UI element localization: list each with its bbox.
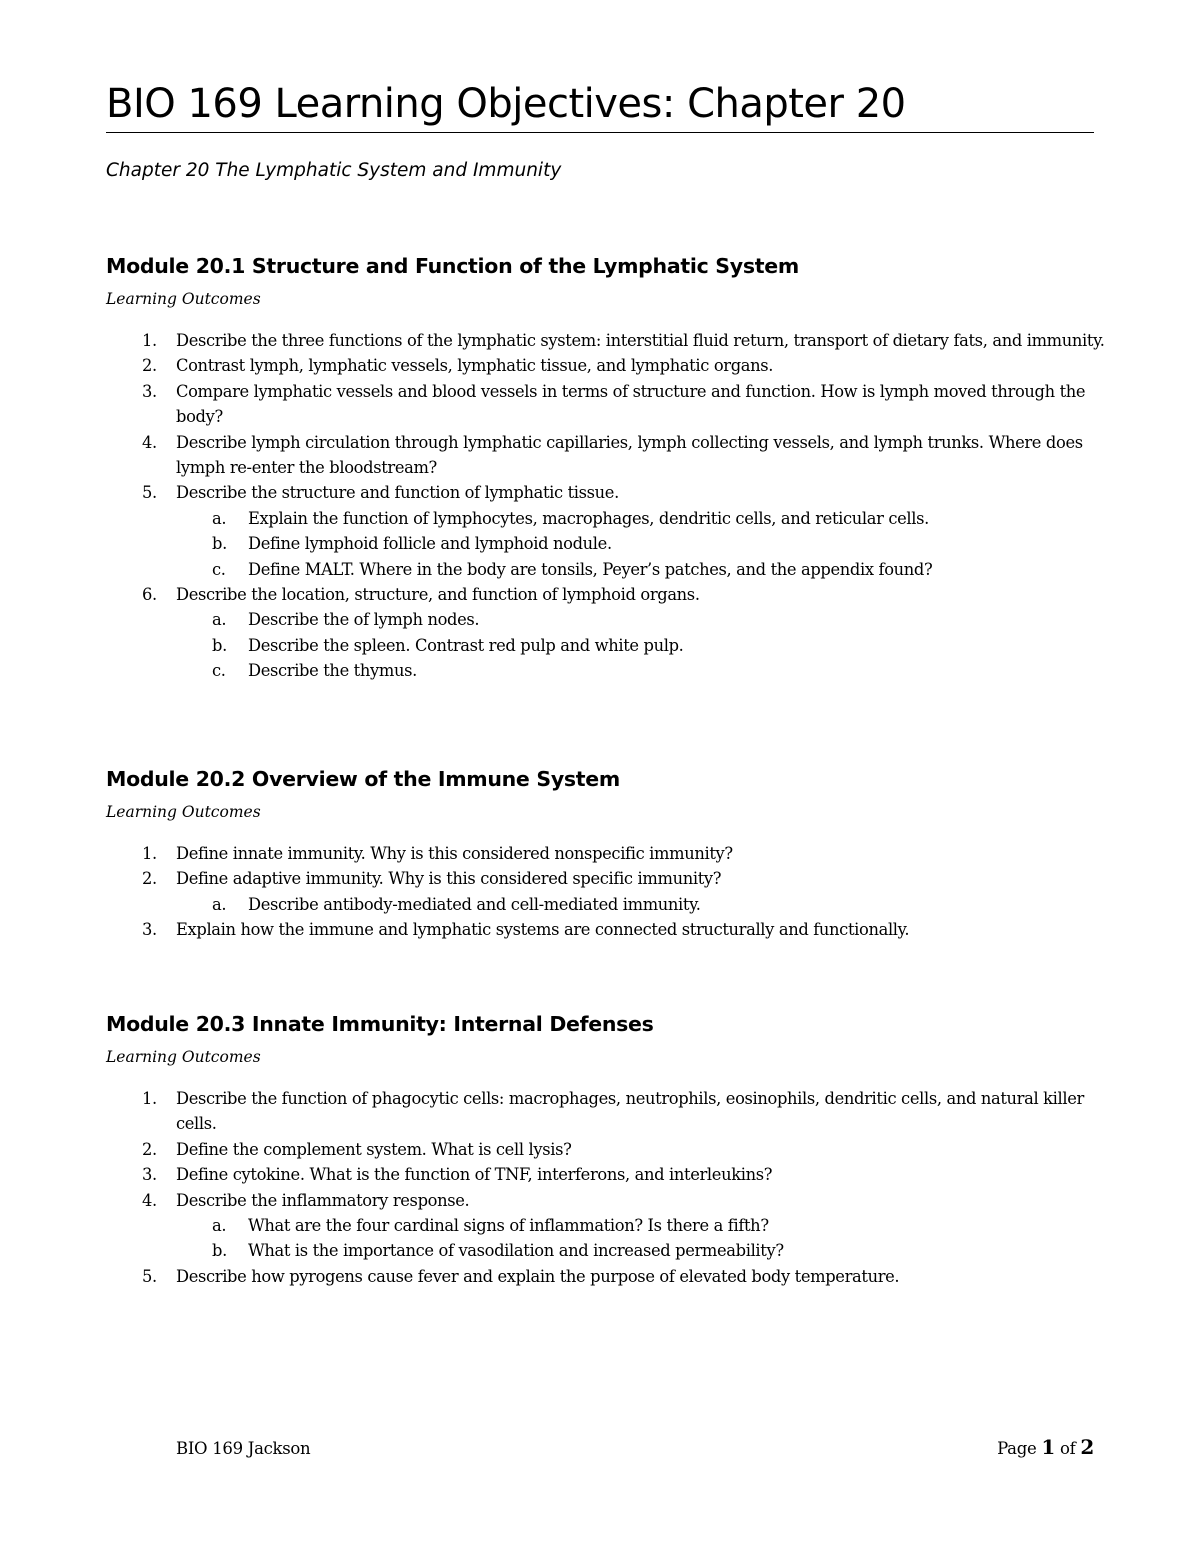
sub-list-item	[176, 1213, 1106, 1238]
item-number: 4.	[142, 1190, 157, 1210]
sub-item-text: Describe antibody-mediated and cell-mediated immunity.	[248, 894, 701, 914]
sub-item-text: What is the importance of vasodilation and increased permeability?	[248, 1241, 784, 1261]
list-item	[106, 1086, 1096, 1137]
item-number: 3.	[142, 381, 157, 401]
sub-item-text: Describe the thymus.	[248, 661, 417, 681]
item-text: Compare lymphatic vessels and blood vessels in terms of structure and function. How is lymph moved through the body?	[176, 381, 1086, 427]
title-underline	[106, 132, 1094, 133]
sub-item-letter: a.	[212, 894, 227, 914]
item-number: 2.	[142, 1139, 157, 1159]
sub-list	[176, 607, 1106, 683]
item-text: Explain how the immune and lymphatic systems are connected structurally and functionally.	[176, 920, 910, 940]
sub-list-item	[176, 892, 1106, 917]
sub-list	[176, 1213, 1106, 1264]
module-heading: Module 20.1 Structure and Function of the Lymphatic System	[106, 254, 799, 278]
item-number: 4.	[142, 432, 157, 452]
sub-list-item	[176, 1238, 1106, 1263]
page-number	[997, 1434, 1094, 1462]
module-heading: Module 20.3 Innate Immunity: Internal Defenses	[106, 1012, 654, 1036]
sub-list-item	[176, 506, 1106, 531]
sub-item-letter: b.	[212, 635, 227, 655]
item-number: 1.	[142, 331, 157, 350]
item-number: 1.	[142, 1089, 157, 1108]
sub-item-letter: b.	[212, 534, 227, 554]
item-text: Describe the structure and function of lymphatic tissue.	[176, 483, 619, 503]
item-number: 2.	[142, 869, 157, 889]
list-item	[106, 379, 1106, 430]
item-number: 1.	[142, 844, 157, 863]
learning-outcomes-label: Learning Outcomes	[106, 1048, 261, 1066]
item-number: 3.	[142, 920, 157, 940]
list-item	[106, 1264, 1106, 1289]
chapter-subtitle: Chapter 20 The Lymphatic System and Immunity	[106, 160, 562, 181]
page-word: Page	[997, 1439, 1037, 1458]
list-item	[106, 1137, 1106, 1162]
sub-list-item	[176, 658, 1106, 683]
item-text: Describe the function of phagocytic cells: macrophages, neutrophils, eosinophils, dendritic cells, and natural killer cells.	[176, 1089, 1084, 1134]
sub-item-letter: c.	[212, 559, 226, 579]
sub-item-letter: c.	[212, 661, 226, 681]
module-20-2	[106, 765, 1106, 943]
sub-item-text: What are the four cardinal signs of inflammation? Is there a fifth?	[248, 1216, 769, 1236]
list-item	[106, 1162, 1106, 1187]
sub-list-item	[176, 633, 1106, 658]
item-text: Define cytokine. What is the function of TNF, interferons, and interleukins?	[176, 1165, 773, 1185]
item-text: Contrast lymph, lymphatic vessels, lymphatic tissue, and lymphatic organs.	[176, 356, 774, 376]
sub-list-item	[176, 607, 1106, 632]
item-number: 6.	[142, 585, 157, 605]
outcomes-list	[106, 1086, 1106, 1289]
list-item	[106, 328, 1106, 353]
of-word: of	[1059, 1439, 1076, 1458]
sub-item-text: Describe the of lymph nodes.	[248, 610, 480, 630]
outcomes-list	[106, 841, 1106, 943]
item-text: Define adaptive immunity. Why is this considered specific immunity?	[176, 869, 722, 889]
page-current: 1	[1041, 1435, 1056, 1459]
page-title: BIO 169 Learning Objectives: Chapter 20	[106, 81, 906, 127]
page-total: 2	[1080, 1435, 1094, 1459]
module-20-1	[106, 252, 1106, 684]
list-item	[106, 480, 1106, 582]
item-text: Describe the location, structure, and function of lymphoid organs.	[176, 585, 700, 605]
list-item	[106, 866, 1106, 917]
footer-course-label: BIO 169 Jackson	[176, 1439, 311, 1458]
item-number: 5.	[142, 483, 157, 503]
item-number: 2.	[142, 356, 157, 376]
learning-outcomes-label: Learning Outcomes	[106, 290, 261, 308]
sub-item-letter: b.	[212, 1241, 227, 1261]
module-20-3	[106, 1010, 1106, 1289]
item-text: Define the complement system. What is cell lysis?	[176, 1139, 572, 1159]
learning-outcomes-label: Learning Outcomes	[106, 803, 261, 821]
module-heading: Module 20.2 Overview of the Immune System	[106, 767, 620, 791]
sub-item-text: Explain the function of lymphocytes, macrophages, dendritic cells, and reticular cells.	[248, 508, 929, 528]
sub-list-item	[176, 557, 1106, 582]
sub-item-letter: a.	[212, 508, 227, 528]
item-number: 3.	[142, 1165, 157, 1185]
list-item	[106, 917, 1106, 942]
outcomes-list	[106, 328, 1106, 684]
sub-item-text: Describe the spleen. Contrast red pulp and white pulp.	[248, 635, 684, 655]
sub-list-item	[176, 531, 1106, 556]
item-text: Define innate immunity. Why is this considered nonspecific immunity?	[176, 844, 733, 863]
list-item	[106, 353, 1106, 378]
sub-item-letter: a.	[212, 610, 227, 630]
list-item	[106, 1188, 1106, 1264]
sub-list	[176, 506, 1106, 582]
sub-list	[176, 892, 1106, 917]
sub-item-letter: a.	[212, 1216, 227, 1236]
sub-item-text: Define lymphoid follicle and lymphoid nodule.	[248, 534, 612, 554]
item-text: Describe the three functions of the lymphatic system: interstitial fluid return, transport of dietary fats, and immunity.	[176, 331, 1105, 350]
list-item	[106, 430, 1106, 481]
item-text: Describe the inflammatory response.	[176, 1190, 470, 1210]
item-text: Describe how pyrogens cause fever and explain the purpose of elevated body temperature.	[176, 1266, 900, 1286]
item-number: 5.	[142, 1266, 157, 1286]
list-item	[106, 841, 1106, 866]
item-text: Describe lymph circulation through lymphatic capillaries, lymph collecting vessels, and lymph trunks. Where does lymph re-enter the bloodstream?	[176, 432, 1083, 478]
sub-item-text: Define MALT. Where in the body are tonsils, Peyer’s patches, and the appendix found?	[248, 559, 933, 579]
list-item	[106, 582, 1106, 684]
